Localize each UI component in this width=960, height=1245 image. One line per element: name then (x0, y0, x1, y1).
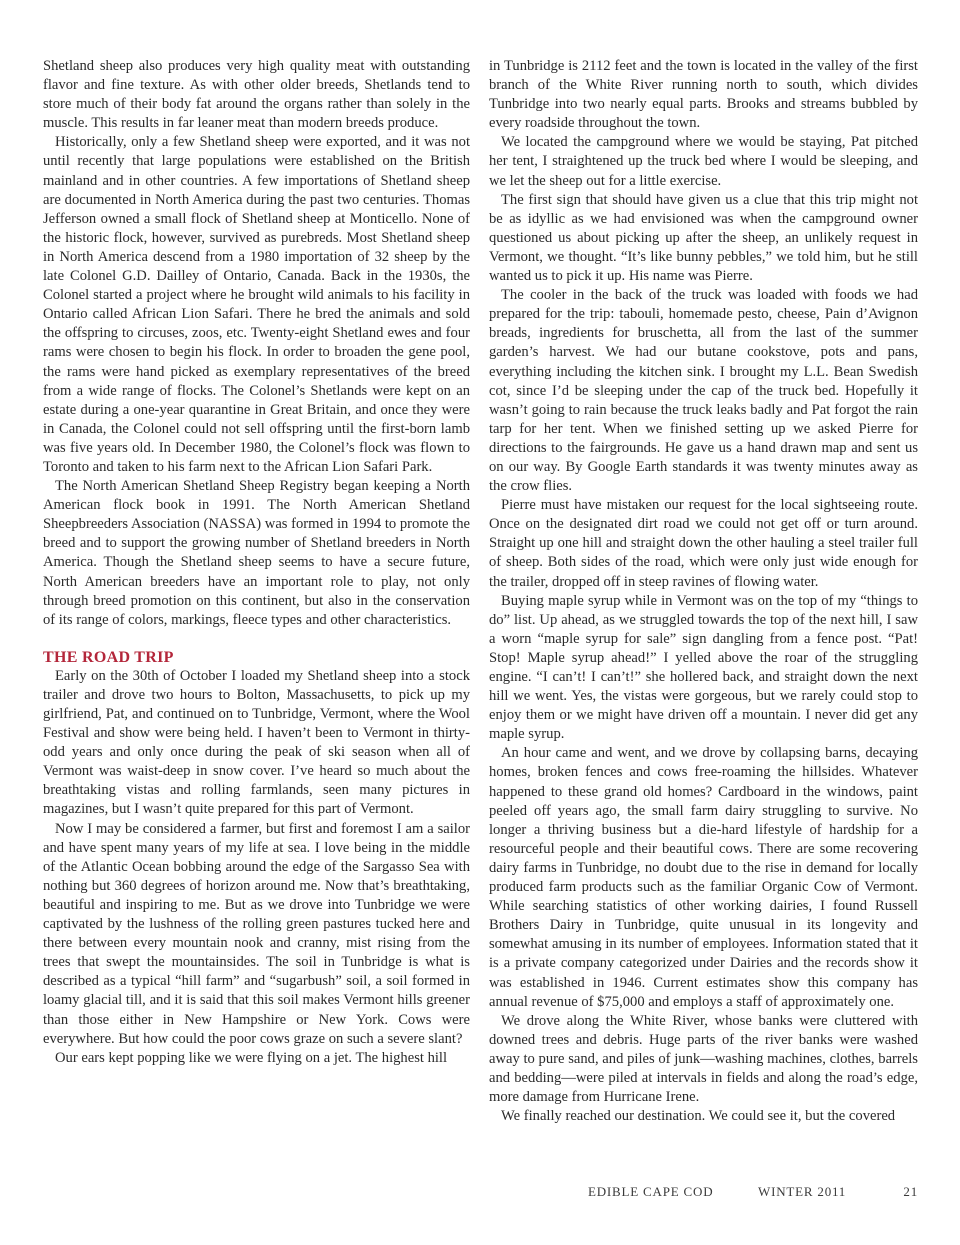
section-heading: THE ROAD TRIP (43, 648, 174, 666)
body-paragraph: We finally reached our destination. We could see it, but the covered (501, 1108, 896, 1125)
body-paragraph: Buying maple syrup while in Vermont was on the top of my “things to do” list. Up ahead, as we struggled towards the top of the next hill, I saw a worn “maple syrup for sale” sign dangling from a fence post. “Pat! Stop! Maple syrup ahead!” I yelled above the roar of the struggling engine. “I can’t! I can’t!” she hollered back, and straight down the next hill we went. Yes, the vistas were gorgeous, but we rarely could stop to enjoy them or we might have driven off a mountain. I never did get any maple syrup. (489, 592, 918, 743)
magazine-name: EDIBLE CAPE COD (588, 1184, 714, 1199)
left-column (43, 57, 470, 1068)
body-paragraph: The first sign that should have given us a clue that this trip might not be as idyllic as we had envisioned was when the campground owner questioned us about picking up after the sheep, an unlikely request in Vermont, we thought. “It’s like bunny pebbles,” we told him, but he still wanted us to pick it up. His name was Pierre. (489, 191, 918, 285)
body-paragraph: The North American Shetland Sheep Registry began keeping a North American flock book in 1991. The North American Shetland Sheepbreeders Association (NASSA) was formed in 1994 to promote the breed and to support the growing number of Shetland breeders in North America. Though the Shetland sheep seems to have a secure future, North American breeders have an important role to play, not only through breed promotion on this continent, but also in the conservation of its range of colors, markings, fleece types and other characteristics. (43, 478, 470, 628)
body-paragraph: Pierre must have mistaken our request for the local sightseeing route. Once on the designated dirt road we could not get off or turn around. Straight up one hill and straight down the other hauling a steel trailer full of sheep. Both sides of the road, which were only just wide enough for the trailer, dropped off in steep ravines of flowing water. (489, 497, 918, 590)
body-paragraph: Early on the 30th of October I loaded my Shetland sheep into a stock trailer and drove two hours to Bolton, Massachusetts, to pick up my girlfriend, Pat, and continued on to Tunbridge, Vermont, where the Wool Festival and show were being held. I haven’t been to Vermont in thirty-odd years and only once during the peak of ski season when all of Vermont was waist-deep in snow cover. I’ve heard so much about the breathtaking vistas and rolling farmlands, seen many pictures in magazines, but I wasn’t quite prepared for this part of Vermont. (43, 667, 470, 818)
page-number: 21 (903, 1184, 918, 1199)
body-paragraph: An hour came and went, and we drove by collapsing barns, decaying homes, broken fences and cows free-roaming the hillsides. Whatever happened to these grand old homes? Cardboard in the windows, paint peeled off years ago, the small farm dairy struggling to survive. No longer a thriving business but a die-hard lifestyle of hardship for a resourceful people and their beautiful cows. There are some recovering dairy farms in Tunbridge, no doubt due to the rise in demand for locally produced farm products such as the familiar Organic Cow of Vermont. While searching statistics of other working dairies, I found Russell Brothers Dairy in Tunbridge, quite unusual in its longevity and somewhat amusing in its number of employees. Information stated that it is a private company categorized under Dairies and the records show it was established in 1946. Current estimates show this company has annual revenue of $75,000 and employs a staff of approximately one. (489, 745, 918, 1010)
body-paragraph: We located the campground where we would be staying, Pat pitched her tent, I straightened up the truck bed where I would be sleeping, and we let the sheep out for a little exercise. (489, 134, 918, 189)
body-paragraph: We drove along the White River, whose banks were cluttered with downed trees and debris. Huge parts of the river banks were washed away to pure sand, and piles of junk—washing machines, clothes, barrels and bedding—were piled at intervals in fields and along the road’s edge, more damage from Hurricane Irene. (489, 1012, 918, 1106)
body-paragraph: Shetland sheep also produces very high quality meat with outstanding flavor and fine texture. As with other older breeds, Shetlands tend to store much of their body fat around the organs rather than solely in the muscle. This results in far leaner meat than modern breeds produce. (43, 58, 470, 132)
body-paragraph: The cooler in the back of the truck was loaded with foods we had prepared for the trip: tabouli, homemade pesto, cheese, Pain d’Avignon breads, ingredients for bruschetta, all from the last of the summer garden’s harvest. We had our butane cookstove, pots and pans, everything including the kitchen sink. I brought my L.L. Bean Swedish cot, since I’d be sleeping under the cap of the truck bed. Hopefully it wasn’t going to rain because the truck leaks badly and Pat forgot the rain tarp for her tent. When we finished setting up we asked Pierre for directions to the fairgrounds. He gave us a hand drawn map and sent us on our way. By Google Earth standards it was twenty minutes away as the crow flies. (489, 287, 918, 495)
right-column (489, 57, 918, 1126)
body-paragraph: Our ears kept popping like we were flying on a jet. The highest hill (55, 1049, 448, 1066)
body-paragraph: in Tunbridge is 2112 feet and the town is located in the valley of the first branch of the White River running north to south, which divides Tunbridge into two nearly equal parts. Brooks and streams bubbled by every roadside throughout the town. (489, 58, 918, 132)
issue-label: WINTER 2011 (758, 1184, 847, 1199)
body-paragraph: Historically, only a few Shetland sheep were exported, and it was not until recently that large populations were established on the British mainland and in other countries. A few importations of Shetland sheep are documented in North America during the past two centuries. Thomas Jefferson owned a small flock of Shetland sheep at Monticello. None of the historic flock, however, survived as purebreds. Most Shetland sheep in North America descend from a 1980 importation of 32 sheep by the late Colonel G.D. Dailley of Ontario, Canada. Back in the 1930s, the Colonel started a project where he brought wild animals to his facility in Ontario called African Lion Safari. There he bred the animals and sold the offspring to circuses, zoos, etc. Twenty-eight Shetland ewes and four rams were chosen to begin his flock. In order to broaden the gene pool, the rams were hand picked as exemplary representatives of the breed from a wide range of flocks. The Colonel’s Shetlands were kept on an estate during a one-year quarantine in Great Britain, and once they were in Canada, the Colonel could not sell offspring until the first-born lamb was five years old. In December 1980, the Colonel’s flock was flown to Toronto and taken to his farm next to the African Lion Safari Park. (43, 134, 470, 475)
body-paragraph: Now I may be considered a farmer, but first and foremost I am a sailor and have spent many years of my life at sea. I love being in the middle of the Atlantic Ocean bobbing around the edge of the Sargasso Sea with nothing but 360 degrees of horizon around me. Now that’s breathtaking, beautiful and inspiring to me. But as we drove into Tunbridge we were captivated by the lushness of the rolling green pastures tucked here and there between every mountain nook and cranny, mist rising from the trees that swept the mountainsides. The soil in Tunbridge is what is described as a typical “hill farm” and “sugarbush” soil, a soil formed in loamy glacial till, and it is said that this soil makes Vermont hills greener than those either in New Hampshire or New York. Cows were everywhere. But how could the poor cows graze on such a severe slant? (43, 820, 470, 1047)
